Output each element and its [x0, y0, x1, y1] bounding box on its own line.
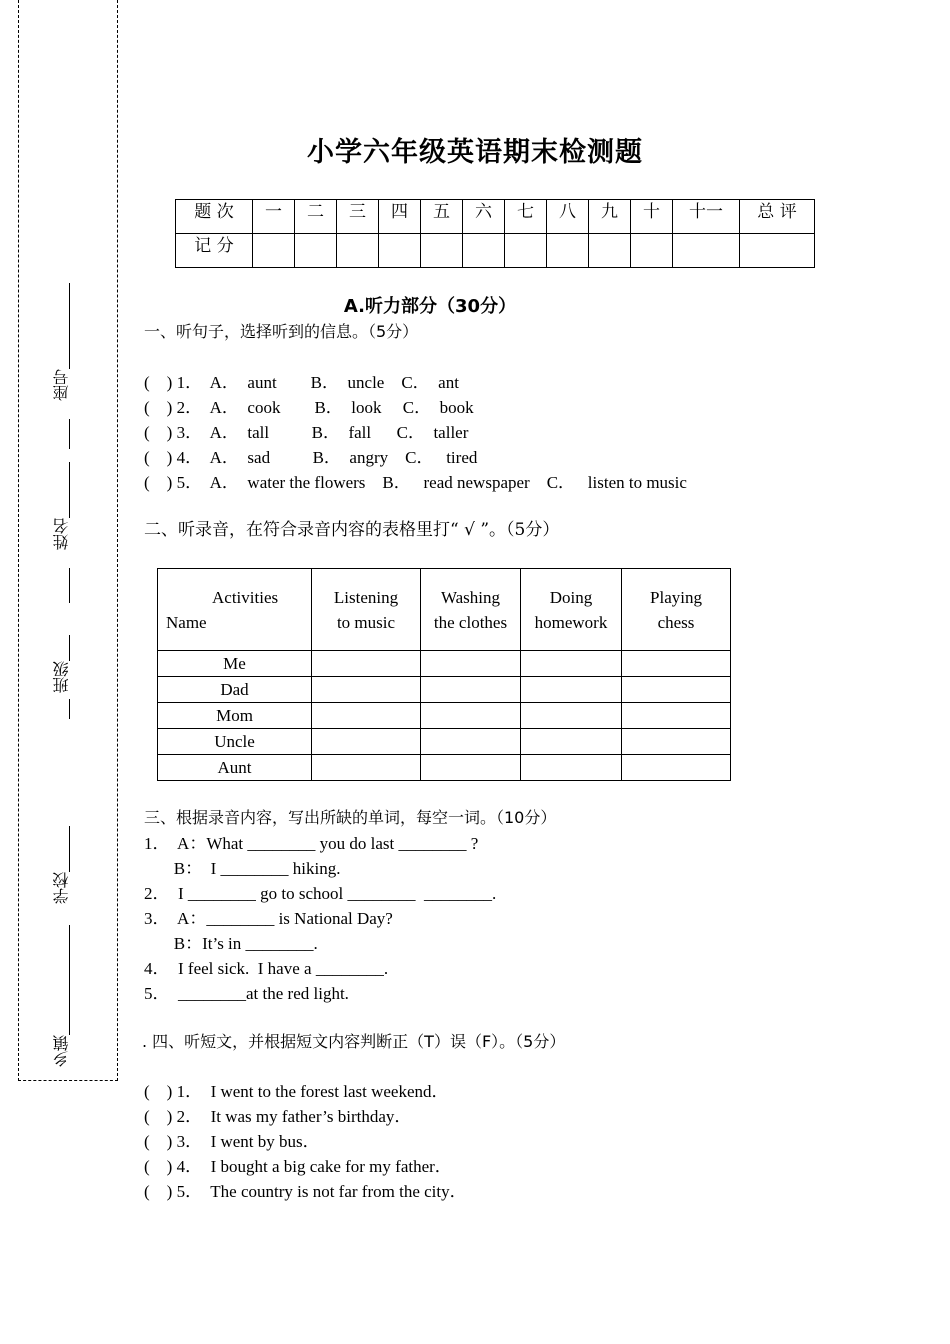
check-cell[interactable]: [622, 729, 731, 755]
corner-cell: [158, 569, 312, 651]
township-label: 乡镇: [52, 1035, 71, 1067]
true-false-item: ( ) 3． I went by bus．: [144, 1132, 320, 1151]
school-field: [52, 826, 72, 904]
name-label: 姓名: [52, 518, 71, 550]
question-item: ( ) 4． A． sad B． angry C． tired: [144, 448, 478, 467]
class-label: 班级: [52, 661, 71, 693]
check-cell[interactable]: [521, 729, 622, 755]
check-cell[interactable]: [312, 755, 421, 781]
activity-column-header: [622, 569, 731, 651]
score-input-cell[interactable]: [631, 234, 673, 268]
true-false-item: ( ) 5． The country is not far from the city．: [144, 1182, 467, 1201]
true-false-item: ( ) 1． I went to the forest last weekend．: [144, 1082, 449, 1101]
check-cell[interactable]: [521, 755, 622, 781]
activity-column-header: [421, 569, 521, 651]
check-cell[interactable]: [622, 755, 731, 781]
check-cell[interactable]: [312, 729, 421, 755]
score-input-cell[interactable]: [337, 234, 379, 268]
score-input-cell[interactable]: [379, 234, 421, 268]
section1-heading: 一、听句子，选择听到的信息。（5分）: [144, 322, 419, 341]
separator-line: [69, 699, 70, 719]
table-row: [158, 755, 731, 781]
row-name: Aunt: [158, 755, 312, 781]
check-cell[interactable]: [521, 703, 622, 729]
part-a-heading: A.听力部分（30分）: [343, 296, 517, 317]
score-input-cell[interactable]: [253, 234, 295, 268]
section3-questions: [144, 831, 496, 1006]
page-title: 小学六年级英语期末检测题: [307, 137, 643, 168]
fill-blank-line: 5． ________at the red light.: [144, 984, 349, 1003]
separator-line: [69, 419, 70, 449]
score-header-cell: 题 次: [176, 200, 253, 234]
school-label: 学校: [52, 872, 71, 904]
activity-column-header: [312, 569, 421, 651]
activity-header-line: the clothes: [433, 612, 508, 632]
section2-heading: 二、听录音，在符合录音内容的表格里打“ √ ”。（5分）: [144, 520, 560, 540]
section4-heading: . 四、听短文，并根据短文内容判断正（T）误（F）。（5分）: [142, 1032, 566, 1051]
score-input-cell[interactable]: [673, 234, 740, 268]
separator-line: [69, 568, 70, 603]
row-name: Mom: [158, 703, 312, 729]
check-cell[interactable]: [421, 703, 521, 729]
table-row: [158, 677, 731, 703]
check-cell[interactable]: [421, 651, 521, 677]
activity-header-line: chess: [657, 612, 695, 632]
row-name: Uncle: [158, 729, 312, 755]
score-header-cell: 一: [253, 200, 295, 234]
score-input-cell[interactable]: [505, 234, 547, 268]
question-item: ( ) 5． A． water the flowers B． read newspaper C． listen to music: [144, 473, 687, 492]
question-item: ( ) 2． A． cook B． look C． book: [144, 398, 474, 417]
activities-table: [157, 568, 731, 781]
activity-header-line: Listening: [333, 587, 399, 607]
section4-questions: [144, 1079, 467, 1204]
score-header-cell: 四: [379, 200, 421, 234]
table-row: [158, 729, 731, 755]
check-cell[interactable]: [421, 755, 521, 781]
section3-heading: 三、根据录音内容，写出所缺的单词，每空一词。（10分）: [144, 808, 557, 827]
section1-questions: [144, 370, 687, 495]
check-cell[interactable]: [312, 703, 421, 729]
score-header-cell: 三: [337, 200, 379, 234]
corner-activities: Activities: [212, 587, 279, 607]
score-header-cell: 十一: [673, 200, 740, 234]
score-table: [175, 199, 815, 268]
check-cell[interactable]: [312, 677, 421, 703]
name-line: [69, 462, 70, 518]
activity-header-line: Playing: [650, 587, 702, 607]
table-row: [158, 651, 731, 677]
fill-blank-line: 4． I feel sick. I have a ________.: [144, 959, 389, 978]
check-cell[interactable]: [521, 677, 622, 703]
school-line: [69, 826, 70, 872]
fill-blank-line: 3． A：________ is National Day?: [144, 909, 393, 928]
score-label-cell: 记 分: [176, 234, 253, 268]
score-input-cell[interactable]: [547, 234, 589, 268]
true-false-item: ( ) 4． I bought a big cake for my father．: [144, 1157, 452, 1176]
activity-header-line: to music: [336, 612, 396, 632]
score-input-cell[interactable]: [589, 234, 631, 268]
township-field: [52, 925, 72, 1067]
check-cell[interactable]: [622, 651, 731, 677]
fill-blank-line: B：It’s in ________.: [144, 934, 318, 953]
question-item: ( ) 1． A． aunt B． uncle C． ant: [144, 373, 459, 392]
name-field: [52, 462, 72, 603]
check-cell[interactable]: [622, 703, 731, 729]
score-input-cell[interactable]: [421, 234, 463, 268]
score-header-cell: 七: [505, 200, 547, 234]
score-header-cell: 总 评: [740, 200, 815, 234]
score-input-cell[interactable]: [740, 234, 815, 268]
activities-header-row: [158, 569, 731, 651]
check-cell[interactable]: [521, 651, 622, 677]
true-false-item: ( ) 2． It was my father’s birthday．: [144, 1107, 412, 1126]
fill-blank-line: B： I ________ hiking.: [144, 859, 341, 878]
score-row: [176, 234, 815, 268]
check-cell[interactable]: [421, 677, 521, 703]
activity-column-header: [521, 569, 622, 651]
question-item: ( ) 3． A． tall B． fall C． taller: [144, 423, 469, 442]
score-header-cell: 九: [589, 200, 631, 234]
check-cell[interactable]: [421, 729, 521, 755]
score-input-cell[interactable]: [463, 234, 505, 268]
score-header-cell: 八: [547, 200, 589, 234]
seat-number-label: 座号: [52, 369, 71, 401]
corner-name: Name: [166, 612, 207, 632]
check-cell[interactable]: [622, 677, 731, 703]
check-cell[interactable]: [312, 651, 421, 677]
fill-blank-line: 1． A：What ________ you do last ________ ?: [144, 834, 479, 853]
activity-header-line: homework: [534, 612, 608, 632]
score-input-cell[interactable]: [295, 234, 337, 268]
activity-header-line: Washing: [440, 587, 501, 607]
class-field: [52, 635, 72, 719]
score-header-cell: 十: [631, 200, 673, 234]
township-line: [69, 925, 70, 1035]
score-header-row: [176, 200, 815, 234]
table-row: [158, 703, 731, 729]
score-header-cell: 二: [295, 200, 337, 234]
row-name: Dad: [158, 677, 312, 703]
score-header-cell: 六: [463, 200, 505, 234]
activity-header-line: Doing: [549, 587, 593, 607]
score-header-cell: 五: [421, 200, 463, 234]
fill-blank-line: 2． I ________ go to school ________ ________.: [144, 884, 497, 903]
class-line: [69, 635, 70, 661]
row-name: Me: [158, 651, 312, 677]
